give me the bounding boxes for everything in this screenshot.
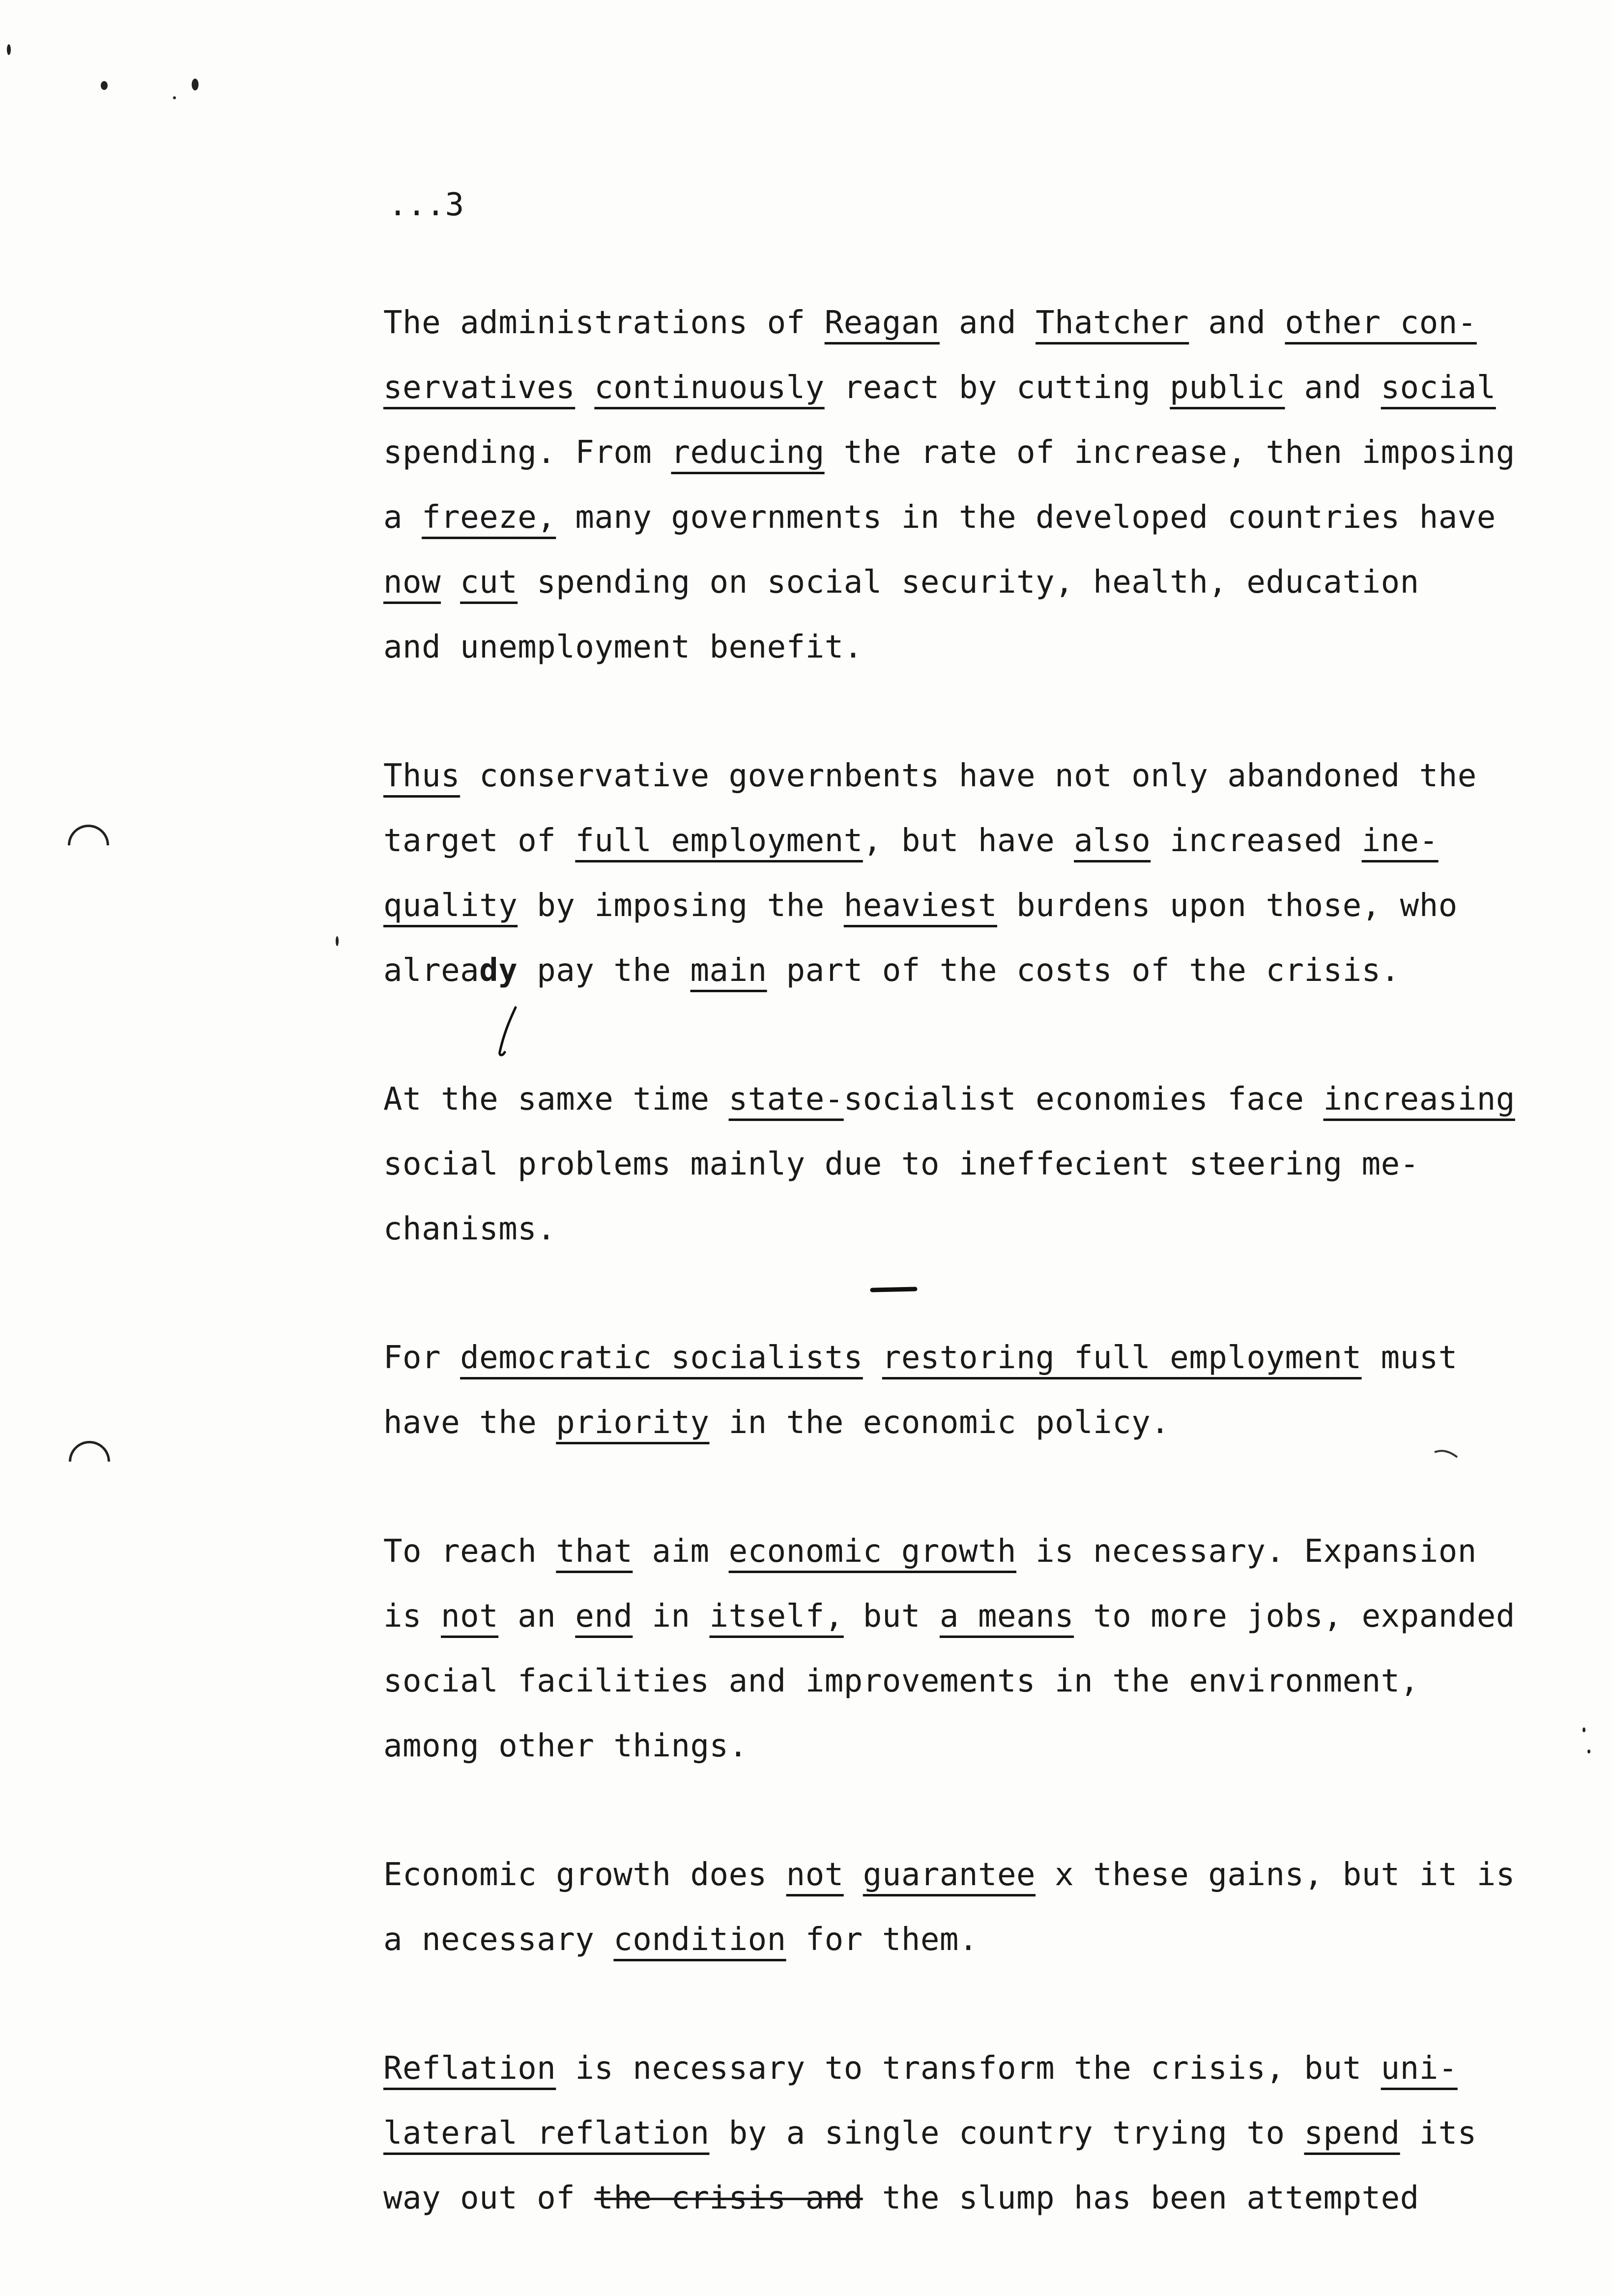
text-run: way out of xyxy=(383,2180,595,2216)
text-line xyxy=(383,1405,1170,1441)
handwritten-y-correction xyxy=(494,1005,523,1059)
underlined-phrase: lateral reflation xyxy=(383,2115,710,2152)
text-run: in xyxy=(633,1598,710,1635)
text-line xyxy=(383,823,1439,859)
underlined-phrase: Thus xyxy=(383,758,461,794)
scan-speck xyxy=(7,44,11,55)
text-run: a necessary xyxy=(383,1922,614,1958)
text-run: social problems mainly due to ineffecient steering me- xyxy=(383,1146,1419,1182)
text-run xyxy=(575,370,594,406)
underlined-phrase: also xyxy=(1074,823,1151,859)
underlined-phrase: not xyxy=(441,1598,499,1635)
text-run: alrea xyxy=(383,952,480,989)
text-run: , but have xyxy=(863,823,1074,859)
underlined-phrase: continuously xyxy=(594,370,825,406)
underlined-phrase: cut xyxy=(460,564,518,601)
underlined-phrase: not xyxy=(786,1857,844,1893)
text-run: and xyxy=(939,305,1036,341)
text-run xyxy=(844,1857,863,1893)
text-run: target of xyxy=(383,823,576,859)
underlined-phrase: main xyxy=(690,952,767,989)
text-run: social facilities and improvements in the environment, xyxy=(383,1663,1419,1699)
underlined-phrase: restoring full employment xyxy=(882,1340,1362,1376)
text-run: to more jobs, expanded xyxy=(1074,1598,1515,1635)
text-run: burdens upon those, who xyxy=(997,888,1458,924)
underlined-phrase: a means xyxy=(939,1598,1074,1635)
page-number: ...3 xyxy=(388,187,464,223)
text-run: among other things. xyxy=(383,1728,748,1764)
text-run: and xyxy=(1189,305,1285,341)
underlined-phrase: public xyxy=(1170,370,1285,406)
text-run: and unemployment benefit. xyxy=(383,629,863,665)
underlined-phrase: democratic socialists xyxy=(460,1340,863,1376)
underlined-phrase: social xyxy=(1381,370,1496,406)
underlined-phrase: ine- xyxy=(1361,823,1439,859)
text-run: spending. From xyxy=(383,434,671,471)
scan-speck xyxy=(192,79,199,90)
underlined-phrase: economic growth xyxy=(728,1533,1017,1570)
text-line xyxy=(383,1857,1515,1893)
text-run: is necessary. Expansion xyxy=(1016,1533,1477,1570)
text-line xyxy=(383,434,1515,471)
text-line xyxy=(383,305,1477,341)
text-line xyxy=(383,1663,1419,1699)
underlined-phrase: full employment xyxy=(575,823,863,859)
underlined-phrase: reducing xyxy=(671,434,825,471)
text-run: must xyxy=(1361,1340,1458,1376)
text-run: a xyxy=(383,499,422,536)
text-line xyxy=(383,1340,1458,1376)
text-run: the slump has been attempted xyxy=(863,2180,1419,2216)
text-run: To reach xyxy=(383,1533,556,1570)
text-line xyxy=(383,1146,1419,1182)
text-run: by a single country trying to xyxy=(709,2115,1304,2152)
scan-speck xyxy=(173,96,176,99)
text-line xyxy=(383,370,1496,406)
text-line xyxy=(383,1081,1515,1118)
text-run: its xyxy=(1400,2115,1477,2152)
underlined-phrase: that xyxy=(556,1533,633,1570)
text-run: in the economic policy. xyxy=(709,1405,1170,1441)
underlined-phrase: Reflation xyxy=(383,2050,556,2087)
underlined-phrase: condition xyxy=(613,1922,786,1958)
text-line xyxy=(383,2115,1477,2152)
text-line xyxy=(383,888,1458,924)
text-run: for them. xyxy=(786,1922,978,1958)
underlined-phrase: state- xyxy=(728,1081,844,1118)
struck-out-phrase: the crisis and xyxy=(594,2180,863,2216)
underlined-phrase: uni- xyxy=(1381,2050,1458,2087)
text-run: and xyxy=(1285,370,1381,406)
text-line xyxy=(383,1922,978,1958)
text-line xyxy=(383,758,1477,794)
text-line xyxy=(383,629,863,665)
text-run: For xyxy=(383,1340,461,1376)
text-run: but xyxy=(843,1598,940,1635)
underlined-phrase: servatives xyxy=(383,370,576,406)
text-run: is necessary to transform the crisis, but xyxy=(556,2050,1381,2087)
text-run: an xyxy=(498,1598,576,1635)
underlined-phrase: quality xyxy=(383,888,518,924)
underlined-phrase: end xyxy=(575,1598,633,1635)
scan-speck xyxy=(101,81,108,90)
text-line xyxy=(383,2180,1419,2216)
punch-hole-lower xyxy=(60,1433,119,1491)
scan-speck xyxy=(1587,1750,1590,1753)
text-run: aim xyxy=(633,1533,729,1570)
text-line xyxy=(383,1728,748,1764)
text-line xyxy=(383,1533,1477,1570)
text-run xyxy=(863,1340,882,1376)
text-line xyxy=(383,2050,1458,2087)
text-line xyxy=(383,1211,556,1247)
underlined-phrase: increasing xyxy=(1323,1081,1515,1118)
text-run: increased xyxy=(1151,823,1362,859)
text-run: is xyxy=(383,1598,441,1635)
text-run: pay the xyxy=(518,952,691,989)
underlined-phrase: guarantee xyxy=(863,1857,1036,1893)
handwritten-dash-mark xyxy=(870,1285,919,1295)
text-run: chanisms. xyxy=(383,1211,556,1247)
underlined-phrase: itself, xyxy=(709,1598,844,1635)
handwritten-tick xyxy=(1433,1447,1462,1462)
underlined-phrase: Reagan xyxy=(824,305,940,341)
underlined-phrase: spend xyxy=(1304,2115,1400,2152)
text-run: have the xyxy=(383,1405,556,1441)
text-run: socialist economies face xyxy=(843,1081,1324,1118)
underlined-phrase: other con- xyxy=(1285,305,1477,341)
text-run: Economic growth does xyxy=(383,1857,786,1893)
text-run xyxy=(441,564,460,601)
underlined-phrase: freeze, xyxy=(422,499,556,536)
scan-speck xyxy=(1583,1727,1585,1732)
underlined-phrase: now xyxy=(383,564,441,601)
punch-hole-upper xyxy=(59,816,118,875)
underlined-phrase: Thatcher xyxy=(1036,305,1189,341)
handwritten-overstrike: dy xyxy=(479,952,518,989)
text-run: the rate of increase, then imposing xyxy=(824,434,1515,471)
scan-speck xyxy=(336,936,339,946)
underlined-phrase: priority xyxy=(556,1405,710,1441)
text-run: many governments in the developed countries have xyxy=(556,499,1496,536)
text-run: react by cutting xyxy=(824,370,1170,406)
text-run: by imposing the xyxy=(518,888,844,924)
text-run: part of the costs of the crisis. xyxy=(767,952,1400,989)
underlined-phrase: heaviest xyxy=(843,888,997,924)
text-run: At the samxe time xyxy=(383,1081,729,1118)
text-line xyxy=(383,564,1419,601)
text-run: The administrations of xyxy=(383,305,825,341)
text-run: spending on social security, health, education xyxy=(518,564,1419,601)
text-run: x these gains, but it is xyxy=(1036,1857,1515,1893)
text-run: conservative governbents have not only abandoned the xyxy=(460,758,1477,794)
text-line xyxy=(383,499,1496,536)
text-line xyxy=(383,952,1400,989)
text-line xyxy=(383,1598,1515,1635)
